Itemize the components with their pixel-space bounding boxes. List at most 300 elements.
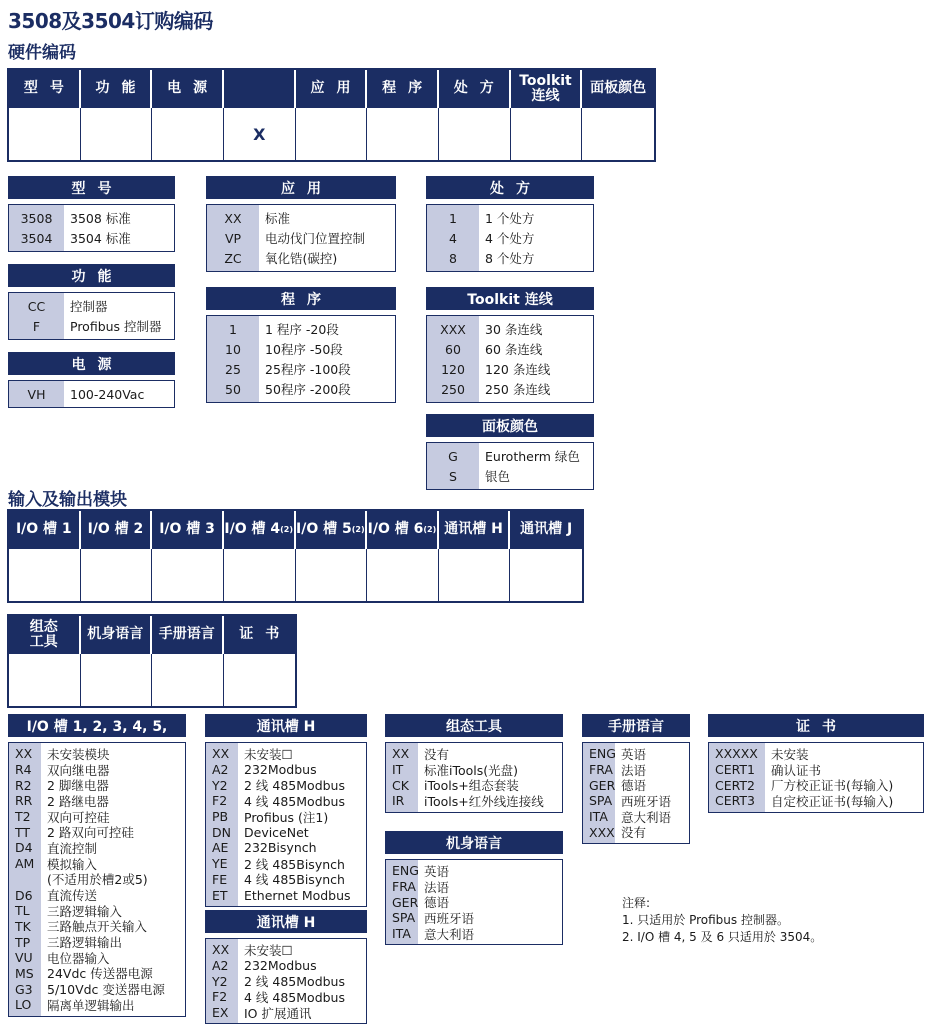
hw-header-8 <box>511 70 583 108</box>
program-code-column <box>207 316 259 402</box>
option-description: 未安装☐ <box>244 746 293 762</box>
application-box <box>206 176 396 272</box>
option-code: ENG <box>589 746 616 762</box>
option-description: 未安装 <box>771 746 809 762</box>
option-code: ITA <box>589 809 608 825</box>
option-description: 三路触点开关输入 <box>47 919 148 935</box>
hw-header-label: 处方 <box>453 80 506 97</box>
hw-header-label: 功能 <box>95 80 148 97</box>
inst_lang-description-column <box>418 860 562 944</box>
option-code: F2 <box>212 989 228 1005</box>
io-header-label: I/O 槽 5 <box>296 521 352 538</box>
io-modules-title: 输入及输出模块 <box>8 490 127 510</box>
option-description: 确认证书 <box>771 762 822 778</box>
man_lang-description-column <box>615 743 689 843</box>
option-code: 50 <box>225 381 241 397</box>
io-description-column <box>41 743 185 1016</box>
hw-header-label: 程序 <box>382 80 435 97</box>
option-code: S <box>449 468 457 484</box>
option-description: IO 扩展通讯 <box>244 1005 312 1021</box>
option-code: ITA <box>392 926 411 942</box>
option-code: A2 <box>212 958 229 974</box>
option-code: CERT2 <box>715 777 755 793</box>
option-code: CERT3 <box>715 793 755 809</box>
hw-code-field-7[interactable] <box>439 108 511 160</box>
colour-description-column <box>479 443 593 489</box>
option-code: FRA <box>392 879 416 895</box>
io-header-2 <box>81 511 153 549</box>
io-code-field-6[interactable] <box>367 549 439 601</box>
option-description: 10程序 -50段 <box>265 342 343 357</box>
option-description: 250 条连线 <box>485 382 551 397</box>
option-code: 120 <box>441 361 465 377</box>
program-box-title <box>206 287 396 310</box>
option-description: 标准iTools(光盘) <box>424 762 519 778</box>
io-code-column <box>9 743 41 1016</box>
io-box-body <box>8 742 186 1017</box>
box-title-label: 处方 <box>490 180 542 197</box>
option-description: 法语 <box>621 762 647 778</box>
option-code: GER <box>589 777 616 793</box>
io-code-field-4[interactable] <box>224 549 296 601</box>
io-module-grid <box>7 509 584 603</box>
option-description: 2 线 485Modbus <box>244 778 345 794</box>
io-header-5 <box>296 511 368 549</box>
option-description: 30 条连线 <box>485 322 543 337</box>
io-header-label: I/O 槽 2 <box>87 521 144 538</box>
option-code: DN <box>212 824 231 840</box>
option-code: 4 <box>449 230 457 246</box>
toolkit-box-body <box>426 315 594 403</box>
model-box-body <box>8 204 175 252</box>
io-header-1 <box>9 511 81 549</box>
io-header-label: 通讯槽 J <box>520 521 573 538</box>
option-code: TL <box>15 903 30 919</box>
box-title-label: 应用 <box>281 180 333 197</box>
option-code: RR <box>15 793 33 809</box>
option-description: 2 线 485Bisynch <box>244 856 345 872</box>
colour-box-body <box>426 442 594 490</box>
option-code: AM <box>15 856 35 872</box>
option-code: XX <box>15 746 33 762</box>
option-code: Y2 <box>212 777 228 793</box>
footnote-marker: (2) <box>351 524 365 534</box>
option-description: iTools+红外线连接线 <box>424 793 544 809</box>
option-code: 1 <box>449 210 457 226</box>
comms-h-box <box>205 714 367 907</box>
option-description: 8 个处方 <box>485 251 535 266</box>
tool-code-field-3[interactable] <box>152 654 224 706</box>
box-title-label: 组态工具 <box>446 718 502 735</box>
option-code <box>9 872 41 888</box>
option-description: 标准 <box>265 211 291 226</box>
option-description: 4 线 485Modbus <box>244 989 345 1005</box>
comms_j-box-title <box>205 910 367 933</box>
cert-box-body <box>708 742 924 813</box>
config-box-title <box>385 714 563 737</box>
toolkit-box <box>426 287 594 403</box>
io-code-field-1[interactable] <box>9 549 81 601</box>
man_lang-box-title <box>582 714 690 737</box>
box-title-label: 证书 <box>796 718 848 735</box>
hw-code-field-9[interactable] <box>582 108 654 160</box>
option-code: XXX <box>440 321 466 337</box>
function-box-title <box>8 264 175 287</box>
model-code-column <box>9 205 64 251</box>
io-slot-box <box>8 714 186 1017</box>
option-description: 5/10Vdc 变送器电源 <box>47 982 165 998</box>
tool-code-field-1[interactable] <box>9 654 81 706</box>
instrument-language-box <box>385 831 563 945</box>
option-code: D6 <box>15 887 33 903</box>
application-description-column <box>259 205 395 271</box>
supply-box-body <box>8 380 175 408</box>
option-code: XX <box>212 746 230 762</box>
box-title-label: 机身语言 <box>446 835 502 852</box>
option-code: R4 <box>15 762 32 778</box>
box-title-label: 程序 <box>281 291 333 308</box>
option-description: 厂方校正证书(每输入) <box>771 778 894 794</box>
option-description: 2 线 485Modbus <box>244 974 345 990</box>
toolkit-description-column <box>479 316 593 402</box>
option-description: 英语 <box>424 863 450 879</box>
man_lang-box-body <box>582 742 690 844</box>
config-code-column <box>386 743 418 812</box>
option-code: ENG <box>392 863 419 879</box>
tool-header-label: 组态 工具 <box>29 618 58 650</box>
comms-j-box <box>205 910 367 1024</box>
option-description: 1 个处方 <box>485 211 535 226</box>
option-description: 120 条连线 <box>485 362 551 377</box>
option-code: CC <box>27 298 46 314</box>
io-code-field-8[interactable] <box>510 549 582 601</box>
option-code: TP <box>15 934 31 950</box>
option-code: EX <box>212 1005 229 1021</box>
option-code: VU <box>15 950 33 966</box>
option-code: YE <box>212 856 228 872</box>
option-code: G3 <box>15 981 33 997</box>
option-code: XX <box>224 210 242 226</box>
tools-grid <box>7 614 297 708</box>
box-title-label: 面板颜色 <box>482 418 538 435</box>
option-code: FRA <box>589 762 613 778</box>
option-code: TK <box>15 918 31 934</box>
application-box-body <box>206 204 396 272</box>
notes-title: 注释: <box>622 896 651 910</box>
option-description: 西班牙语 <box>621 793 672 809</box>
config-description-column <box>418 743 562 812</box>
option-code: 25 <box>225 361 241 377</box>
option-description: 电动伐门位置控制 <box>265 231 366 246</box>
option-description: 100-240Vac <box>70 386 145 402</box>
hw-header-7 <box>439 70 511 108</box>
program-box-body <box>206 315 396 403</box>
option-code: 250 <box>441 381 465 397</box>
option-description: 西班牙语 <box>424 910 475 926</box>
box-title-label: 通讯槽 H <box>256 718 316 735</box>
option-description: 三路逻辑输出 <box>47 935 123 951</box>
option-description: 自定校正证书(每输入) <box>771 793 894 809</box>
option-description: 法语 <box>424 879 450 895</box>
tool-header-label: 手册语言 <box>158 626 215 643</box>
option-code: Y2 <box>212 973 228 989</box>
function-box <box>8 264 175 340</box>
io-header-3 <box>152 511 224 549</box>
inst_lang-code-column <box>386 860 418 944</box>
option-description: 3508 标准 <box>70 211 131 226</box>
hw-header-4 <box>224 70 296 108</box>
io-code-field-3[interactable] <box>152 549 224 601</box>
option-code: R2 <box>15 777 32 793</box>
option-code: XXX <box>589 824 615 840</box>
option-code: 3504 <box>20 230 53 246</box>
option-description: 德语 <box>424 895 450 911</box>
option-code: 10 <box>225 341 241 357</box>
option-code: SPA <box>392 910 416 926</box>
inst_lang-box-body <box>385 859 563 945</box>
tool-code-field-4[interactable] <box>224 654 296 706</box>
option-code: LO <box>15 997 32 1013</box>
option-description: 银色 <box>485 469 511 484</box>
certificate-box <box>708 714 924 813</box>
config-box-body <box>385 742 563 813</box>
recipe-code-column <box>427 205 479 271</box>
option-code: FE <box>212 871 228 887</box>
inst_lang-box-title <box>385 831 563 854</box>
toolkit-code-column <box>427 316 479 402</box>
hw-header-label: Toolkit 连线 <box>519 72 572 104</box>
hw-header-5 <box>296 70 368 108</box>
io-header-label: 通讯槽 H <box>444 521 503 538</box>
option-code: G <box>448 448 458 464</box>
hw-header-9 <box>582 70 654 108</box>
option-description: 2 路双向可控硅 <box>47 825 134 841</box>
option-description: 隔离单逻辑输出 <box>47 997 135 1013</box>
option-description: 英语 <box>621 746 647 762</box>
option-code: ZC <box>224 250 242 266</box>
model-box <box>8 176 175 252</box>
hw-header-label: 电源 <box>167 80 220 97</box>
toolkit-box-title <box>426 287 594 310</box>
hw-code-field-2[interactable] <box>81 108 153 160</box>
colour-box-title <box>426 414 594 437</box>
program-description-column <box>259 316 395 402</box>
function-box-body <box>8 292 175 340</box>
comms_j-box-body <box>205 938 367 1024</box>
option-description: 意大利语 <box>621 809 672 825</box>
option-code: VP <box>224 230 242 246</box>
box-title-label: 电源 <box>71 356 124 373</box>
option-description: 232Modbus <box>244 762 317 778</box>
hw-code-field-5[interactable] <box>296 108 368 160</box>
recipe-box-title <box>426 176 594 199</box>
io-box-title <box>8 714 186 737</box>
option-description: 意大利语 <box>424 926 475 942</box>
option-description: 控制器 <box>70 299 108 314</box>
option-code: ET <box>212 887 228 903</box>
comms_j-code-column <box>206 939 238 1023</box>
option-description: 电位器输入 <box>47 950 110 966</box>
hw-code-field-6[interactable] <box>367 108 439 160</box>
option-description: DeviceNet <box>244 824 309 840</box>
cert-description-column <box>765 743 923 812</box>
option-code: CERT1 <box>715 762 755 778</box>
option-code: 8 <box>449 250 457 266</box>
option-code: SPA <box>589 793 613 809</box>
option-description: 50程序 -200段 <box>265 382 351 397</box>
option-code: CK <box>392 777 409 793</box>
io-header-7 <box>439 511 511 549</box>
io-header-8 <box>510 511 582 549</box>
option-description: 直流控制 <box>47 840 98 856</box>
tool-header-3 <box>152 616 224 654</box>
option-description: 2 路继电器 <box>47 793 109 809</box>
option-code: D4 <box>15 840 33 856</box>
option-description: 232Modbus <box>244 958 317 974</box>
tool-header-4 <box>224 616 296 654</box>
option-description: 双向继电器 <box>47 762 110 778</box>
option-code: 60 <box>445 341 461 357</box>
option-code: MS <box>15 965 34 981</box>
model-description-column <box>64 205 174 251</box>
box-title-label: 功能 <box>71 268 124 285</box>
manual-language-box <box>582 714 690 844</box>
tool-header-1 <box>9 616 81 654</box>
hw-code-field-8[interactable] <box>511 108 583 160</box>
application-box-title <box>206 176 396 199</box>
hw-header-2 <box>81 70 153 108</box>
option-description: 60 条连线 <box>485 342 543 357</box>
io-header-label: I/O 槽 4 <box>224 521 281 538</box>
box-title-label: I/O 槽 1, 2, 3, 4, 5, <box>26 718 168 735</box>
comms_h-box-body <box>205 742 367 907</box>
application-code-column <box>207 205 259 271</box>
io-code-field-2[interactable] <box>81 549 153 601</box>
option-code: AE <box>212 840 229 856</box>
supply-box <box>8 352 175 408</box>
model-box-title <box>8 176 175 199</box>
option-description: 三路逻辑输入 <box>47 903 123 919</box>
hw-header-label: 面板颜色 <box>590 80 647 97</box>
box-title-label: 通讯槽 H <box>256 914 316 931</box>
option-description: 4 线 485Modbus <box>244 793 345 809</box>
supply-code-column <box>9 381 64 407</box>
option-code: IT <box>392 762 404 778</box>
box-title-label: Toolkit 连线 <box>467 291 553 308</box>
option-description: 没有 <box>621 825 647 841</box>
comms_h-description-column <box>238 743 366 906</box>
option-code: T2 <box>15 809 31 825</box>
recipe-box-body <box>426 204 594 272</box>
option-code: F <box>32 318 41 334</box>
tool-code-field-2[interactable] <box>81 654 153 706</box>
option-description: 25程序 -100段 <box>265 362 351 377</box>
page-title: 3508及3504订购编码 <box>8 9 213 33</box>
option-description: 未安装模块 <box>47 746 110 762</box>
option-description: 4 线 485Bisynch <box>244 872 345 888</box>
colour-box <box>426 414 594 490</box>
recipe-description-column <box>479 205 593 271</box>
hw-header-1 <box>9 70 81 108</box>
option-code: A2 <box>212 762 229 778</box>
option-description: 氧化锆(碳控) <box>265 251 338 266</box>
option-description: 2 脚继电器 <box>47 778 109 794</box>
comms_j-description-column <box>238 939 366 1023</box>
box-title-label: 手册语言 <box>608 718 664 735</box>
tool-header-2 <box>81 616 153 654</box>
option-description: Eurotherm 绿色 <box>485 449 580 464</box>
colour-code-column <box>427 443 479 489</box>
hardware-code-title: 硬件编码 <box>8 43 76 63</box>
cert-code-column <box>709 743 765 812</box>
option-description: (不适用於槽2或5) <box>47 872 148 888</box>
comms_h-box-title <box>205 714 367 737</box>
option-code: F2 <box>212 793 228 809</box>
hw-code-field-3[interactable] <box>152 108 224 160</box>
hw-header-6 <box>367 70 439 108</box>
supply-box-title <box>8 352 175 375</box>
footnote-marker: (2) <box>280 524 293 534</box>
option-description: 3504 标准 <box>70 231 131 246</box>
option-description: iTools+组态套装 <box>424 778 519 794</box>
tool-header-label: 机身语言 <box>87 626 144 643</box>
program-box <box>206 287 396 403</box>
io-code-field-5[interactable] <box>296 549 368 601</box>
option-description: 4 个处方 <box>485 231 535 246</box>
supply-description-column <box>64 381 174 407</box>
option-code: GER <box>392 894 419 910</box>
hw-header-3 <box>152 70 224 108</box>
option-description: 模拟输入 <box>47 856 98 872</box>
hardware-code-grid <box>7 68 656 162</box>
notes <box>622 895 822 946</box>
option-description: Ethernet Modbus <box>244 887 351 903</box>
hw-code-field-1[interactable] <box>9 108 81 160</box>
option-description: Profibus 控制器 <box>70 319 162 334</box>
hw-code-field-4[interactable]: X <box>224 108 296 160</box>
hw-header-label: 型号 <box>23 80 76 97</box>
option-description: 232Bisynch <box>244 840 317 856</box>
tool-header-label: 证书 <box>239 626 292 643</box>
option-description: 没有 <box>424 746 450 762</box>
recipe-box <box>426 176 594 272</box>
config-tool-box <box>385 714 563 813</box>
man_lang-code-column <box>583 743 615 843</box>
option-code: XX <box>212 942 230 958</box>
option-description: 双向可控硅 <box>47 809 110 825</box>
io-header-label: I/O 槽 1 <box>15 521 72 538</box>
option-code: XX <box>392 746 410 762</box>
option-code: VH <box>27 386 46 402</box>
note-2: 2. I/O 槽 4, 5 及 6 只适用於 3504。 <box>622 930 823 944</box>
option-description: 直流传送 <box>47 888 98 904</box>
option-description: 未安装☐ <box>244 942 293 958</box>
note-1: 1. 只适用於 Profibus 控制器。 <box>622 913 789 927</box>
option-code: IR <box>392 793 405 809</box>
function-code-column <box>9 293 64 339</box>
function-description-column <box>64 293 174 339</box>
box-title-label: 型号 <box>71 180 124 197</box>
comms_h-code-column <box>206 743 238 906</box>
io-header-label: I/O 槽 3 <box>159 521 215 538</box>
option-description: 德语 <box>621 778 647 794</box>
option-description: 24Vdc 传送器电源 <box>47 966 153 982</box>
io-code-field-7[interactable] <box>439 549 511 601</box>
option-code: XXXXX <box>715 746 758 762</box>
footnote-marker: (2) <box>423 524 437 534</box>
option-description: 1 程序 -20段 <box>265 322 339 337</box>
cert-box-title <box>708 714 924 737</box>
